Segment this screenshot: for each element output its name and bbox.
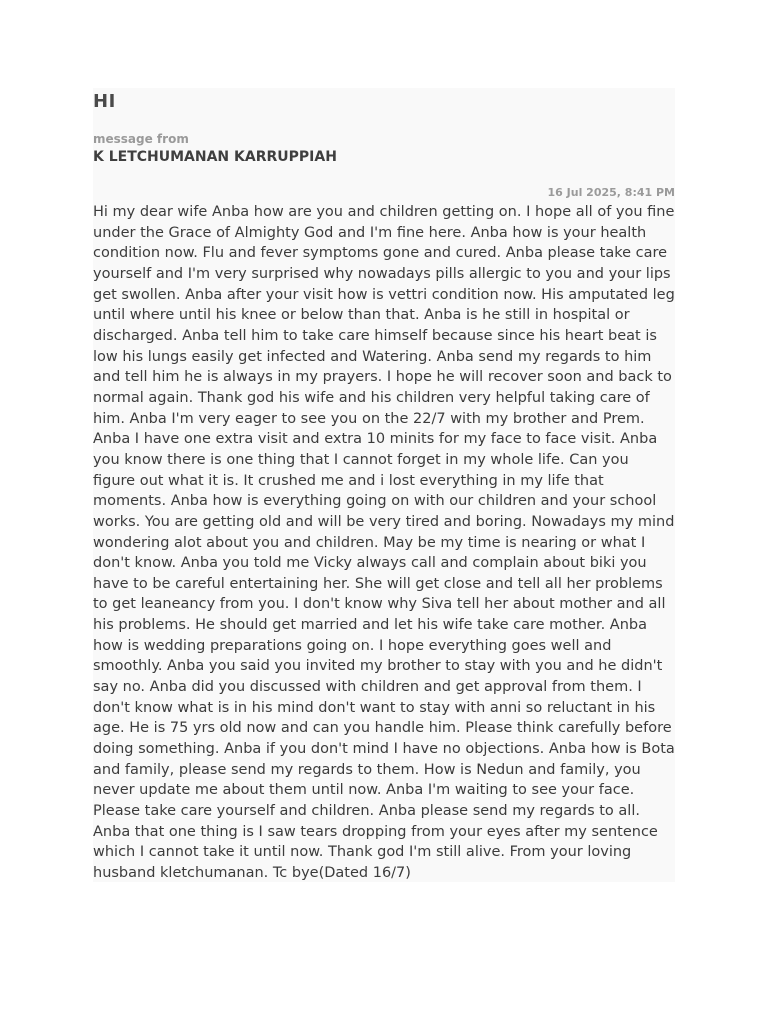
message-subject: HI bbox=[93, 91, 116, 112]
message-body: Hi my dear wife Anba how are you and children getting on. I hope all of you fine under the Grace of Almighty God and I'm fine here. Anba how is your health condition now. Flu and fever symptoms gone and cured. Anba please take care yourself and I'm very surprised why nowadays pills allergic to you and your lips get swollen. Anba after your visit how is vettri condition now. His amputated leg until where until his knee or below than that. Anba is he still in hospital or discharged. Anba tell him to take care himself because since his heart beat is low his lungs easily get infected and Watering. Anba send my regards to him and tell him he is always in my prayers. I hope he will recover soon and back to normal again. Thank god his wife and his children very helpful taking care of him. Anba I'm very eager to see you on the 22/7 with my brother and Prem. Anba I have one extra visit and extra 10 minits for my face to face visit. Anba you know there is one thing that I cannot forget in my whole life. Can you figure out what it is. It crushed me and i lost everything in my life that moments. Anba how is everything going on with our children and your school works. You are getting old and will be very tired and boring. Nowadays my mind wondering alot about you and children. May be my time is nearing or what I don't know. Anba you told me Vicky always call and complain about biki you have to be careful entertaining her. She will get close and tell all her problems to get leaneancy from you. I don't know why Siva tell her about mother and all his problems. He should get married and let his wife take care mother. Anba how is wedding preparations going on. I hope everything goes well and smoothly. Anba you said you invited my brother to stay with you and he didn't say no. Anba did you discussed with children and get approval from them. I don't know what is in his mind don't want to stay with anni so reluctant in his age. He is 75 yrs old now and can you handle him. Please think carefully before doing something. Anba if you don't mind I have no objections. Anba how is Bota and family, please send my regards to them. How is Nedun and family, you never update me about them until now. Anba I'm waiting to see your face. Please take care yourself and children. Anba please send my regards to all. Anba that one thing is I saw tears dropping from your eyes after my sentence which I cannot take it until now. Thank god I'm still alive. From your loving husband kletchumanan. Tc bye(Dated 16/7) bbox=[93, 204, 675, 881]
message-timestamp: 16 Jul 2025, 8:41 PM bbox=[547, 186, 675, 199]
message-card bbox=[93, 88, 675, 882]
from-label: message from bbox=[93, 132, 189, 146]
sender-name: K LETCHUMANAN KARRUPPIAH bbox=[93, 149, 337, 165]
